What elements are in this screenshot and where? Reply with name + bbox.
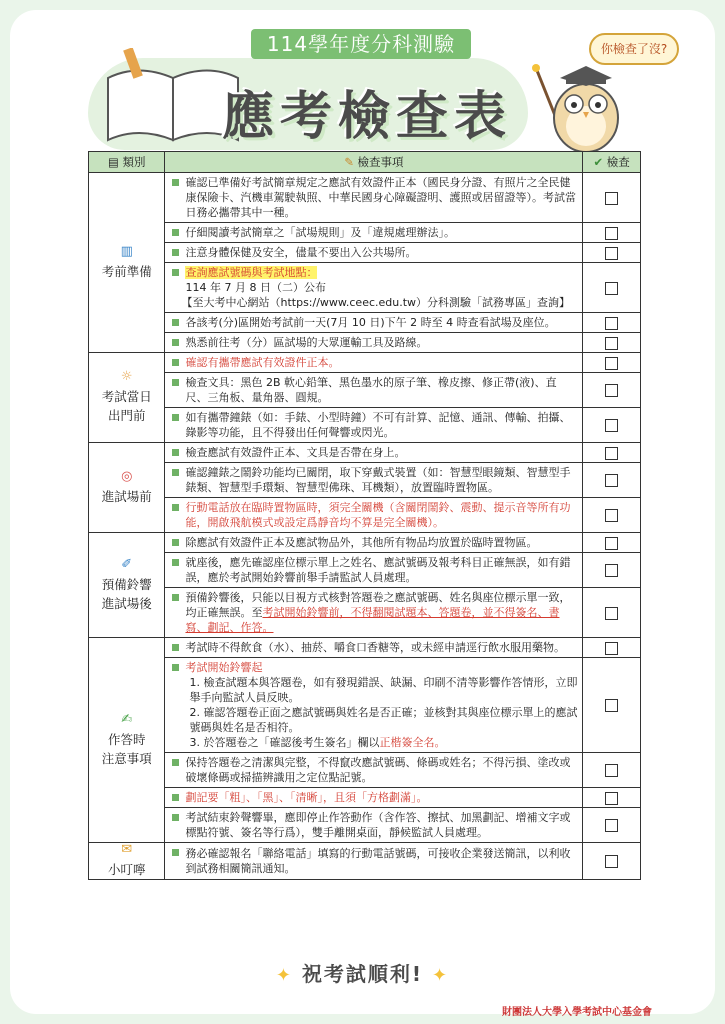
- checklist-item: [165, 658, 583, 753]
- checkbox-cell[interactable]: [583, 788, 641, 808]
- checkbox-cell[interactable]: [583, 553, 641, 588]
- checklist-item: 檢查文具：黑色 2B 軟心鉛筆、黑色墨水的原子筆、橡皮擦、修正帶(液)、直尺、三角板、量角器、圓規。: [165, 373, 583, 408]
- highlighted-text: 查詢應試號碼與考試地點：: [185, 266, 318, 279]
- checklist-item: 仔細閱讀考試簡章之「試場規則」及「違規處理辦法」。: [165, 223, 583, 243]
- checkbox-cell[interactable]: [583, 333, 641, 353]
- checkbox-cell[interactable]: [583, 173, 641, 223]
- checklist-item: 熟悉前往考（分）區試場的大眾運輸工具及路線。: [165, 333, 583, 353]
- sparkle-icon: ✦: [275, 965, 293, 986]
- checkbox[interactable]: [605, 419, 618, 432]
- checklist-item: 考試時不得飲食（水）、抽菸、嚼食口香糖等，或未經申請逕行飲水服用藥物。: [165, 638, 583, 658]
- checklist-table: [88, 151, 641, 880]
- category-cell: ☼ 考試當日 出門前: [89, 353, 165, 443]
- checkbox-cell[interactable]: [583, 753, 641, 788]
- checkbox[interactable]: [605, 317, 618, 330]
- category-cell: ▥ 考前準備: [89, 173, 165, 353]
- checkbox-cell[interactable]: [583, 353, 641, 373]
- checkbox[interactable]: [605, 642, 618, 655]
- checkbox[interactable]: [605, 792, 618, 805]
- checklist-item: 行動電話放在臨時置物區時，須完全關機（含關閉鬧鈴、震動、提示音等所有功能，開啟飛航模式或設定爲靜音均不算是完全關機）。: [165, 498, 583, 533]
- checklist-item: 檢查應試有效證件正本、文具是否帶在身上。: [165, 443, 583, 463]
- organization-logo: 財團法人大學入學考試中心基金會: [502, 1007, 652, 1018]
- table-row: [89, 313, 641, 333]
- table-row: [89, 533, 641, 553]
- checkbox[interactable]: [605, 247, 618, 260]
- speech-bubble: 你檢查了沒?: [589, 33, 679, 65]
- checkbox[interactable]: [605, 474, 618, 487]
- checklist-item: 預備鈴響後，只能以目視方式核對答題卷之應試號碼、姓名與座位標示單一致，均正確無誤。至考試開始鈴響前，不得翻閱試題本、答題卷，並不得簽名、書寫、劃記、作答。: [165, 588, 583, 638]
- category-cell: ✐ 預備鈴響 進試場後: [89, 533, 165, 638]
- checkbox[interactable]: [605, 564, 618, 577]
- checkbox-cell[interactable]: [583, 533, 641, 553]
- numbered-item: 2. 確認答題卷正面之應試號碼與姓名是否正確；並核對其與座位標示單上的應試號碼與姓名是否相符。: [189, 706, 578, 734]
- warning-text: 考試開始鈴響前，不得翻閱試題本、答題卷，並不得簽名、書寫、劃記、作答。: [185, 606, 560, 634]
- table-row: [89, 843, 641, 880]
- table-row: [89, 658, 641, 753]
- checkbox[interactable]: [605, 282, 618, 295]
- table-row: [89, 173, 641, 223]
- table-row: [89, 463, 641, 498]
- checkbox-cell[interactable]: [583, 408, 641, 443]
- checkbox[interactable]: [605, 357, 618, 370]
- checkbox-cell[interactable]: [583, 463, 641, 498]
- checklist-item: 劃記要「粗」、「黑」、「清晰」，且須「方格劃滿」。: [165, 788, 583, 808]
- subsection-heading: 考試開始鈴響起: [185, 661, 263, 674]
- category-column-header: ▤ 類別: [89, 152, 165, 173]
- numbered-item: 1. 檢查試題本與答題卷，如有發現錯誤、缺漏、印刷不清等影響作答情形，立即舉手向監試人員反映。: [189, 676, 578, 704]
- lightbulb-icon: ◎: [121, 468, 133, 484]
- table-row: [89, 333, 641, 353]
- table-row: [89, 243, 641, 263]
- footer-message: [0, 958, 725, 987]
- checkbox[interactable]: [605, 337, 618, 350]
- checkbox-cell[interactable]: [583, 638, 641, 658]
- checklist-item: 考試結束鈴聲響畢，應即停止作答動作（含作答、擦拭、加黑劃記、增補文字或標點符號、簽名等行爲），雙手離開桌面，靜候監試人員處理。: [165, 808, 583, 843]
- sun-icon: ☼: [120, 369, 133, 384]
- checkbox[interactable]: [605, 192, 618, 205]
- category-cell: ✉ 小叮嚀: [89, 843, 165, 880]
- table-row: [89, 788, 641, 808]
- table-row: [89, 443, 641, 463]
- checkbox-cell[interactable]: [583, 263, 641, 313]
- checkbox[interactable]: [605, 384, 618, 397]
- checklist-item: 如有攜帶鐘錶（如：手錶、小型時鐘）不可有計算、記憶、通訊、傳輸、拍攝、錄影等功能，且不得發出任何聲響或閃光。: [165, 408, 583, 443]
- checklist-item: [165, 263, 583, 313]
- checkbox-cell[interactable]: [583, 373, 641, 408]
- checkbox[interactable]: [605, 855, 618, 868]
- table-row: [89, 223, 641, 243]
- checkbox[interactable]: [605, 699, 618, 712]
- checkbox[interactable]: [605, 227, 618, 240]
- checkbox-cell[interactable]: [583, 313, 641, 333]
- checkbox-cell[interactable]: [583, 808, 641, 843]
- checklist-item: 確認有攜帶應試有效證件正本。: [165, 353, 583, 373]
- table-row: [89, 808, 641, 843]
- sparkle-icon: ✦: [432, 965, 450, 986]
- checkbox-cell[interactable]: [583, 843, 641, 880]
- checklist-item: 注意身體保健及安全，儘量不要出入公共場所。: [165, 243, 583, 263]
- checkbox[interactable]: [605, 819, 618, 832]
- table-header-row: [89, 152, 641, 173]
- checklist-item: 保持答題卷之清潔與完整，不得竄改應試號碼、條碼或姓名；不得污損、塗改或破壞條碼或掃描辨識用之定位點記號。: [165, 753, 583, 788]
- query-link-text: 【至大考中心網站（https://www.ceec.edu.tw）分科測驗「試務專區」查詢】: [181, 296, 571, 309]
- exam-subtitle: 114學年度分科測驗: [251, 29, 471, 59]
- checkbox[interactable]: [605, 764, 618, 777]
- table-row: [89, 753, 641, 788]
- envelope-icon: ✉: [121, 842, 133, 857]
- checkbox-cell[interactable]: [583, 443, 641, 463]
- numbered-item: 3. 於答題卷之「確認後考生簽名」欄以正楷簽全名。: [189, 736, 446, 749]
- checklist-item: 確認鐘錶之鬧鈴功能均已關閉，取下穿戴式裝置（如：智慧型眼鏡類、智慧型手錶類、智慧型手環類、智慧型佛珠、耳機類），放置臨時置物區。: [165, 463, 583, 498]
- checklist-item: 除應試有效證件正本及應試物品外，其他所有物品均放置於臨時置物區。: [165, 533, 583, 553]
- checklist-item: 就座後，應先確認座位標示單上之姓名、應試號碼及報考科目正確無誤，如有錯誤，應於考試開始鈴響前舉手請監試人員處理。: [165, 553, 583, 588]
- checkbox-cell[interactable]: [583, 658, 641, 753]
- table-row: [89, 588, 641, 638]
- document-icon: ▤: [107, 154, 119, 169]
- checklist-item: 各該考(分)區開始考試前一天(7月 10 日)下午 2 時至 4 時查看試場及座位。: [165, 313, 583, 333]
- checklist-item: 務必確認報名「聯絡電話」填寫的行動電話號碼，可接收企業發送簡訊，以利收到試務相關簡訊通知。: [165, 843, 583, 880]
- table-row: [89, 373, 641, 408]
- checkmark-icon: ✔: [593, 154, 604, 169]
- table-row: [89, 408, 641, 443]
- page-title: 應考檢查表: [222, 87, 513, 147]
- checkbox[interactable]: [605, 447, 618, 460]
- announce-date: 114 年 7 月 8 日（二）公布: [185, 281, 326, 294]
- checkbox[interactable]: [605, 509, 618, 522]
- category-cell: ◎ 進試場前: [89, 443, 165, 533]
- checkbox-cell[interactable]: [583, 243, 641, 263]
- pushpin-icon: ✐: [121, 556, 133, 572]
- pencil-icon: ✎: [344, 154, 354, 169]
- checklist-item: 確認已準備好考試簡章規定之應試有效證件正本（國民身分證、有照片之全民健康保險卡、汽機車駕駛執照、中華民國身心障礙證明、護照或居留證等）。考試當日務必攜帶其中一種。: [165, 173, 583, 223]
- checkbox-cell[interactable]: [583, 223, 641, 243]
- good-luck-text: 祝考試順利!: [301, 962, 424, 986]
- checkbox[interactable]: [605, 537, 618, 550]
- table-row: [89, 638, 641, 658]
- table-row: [89, 553, 641, 588]
- notepad-icon: ✍: [121, 711, 133, 727]
- owl-illustration: [528, 58, 628, 154]
- checkbox-cell[interactable]: [583, 588, 641, 638]
- table-row: [89, 353, 641, 373]
- table-row: [89, 263, 641, 313]
- item-column-header: ✎ 檢查事項: [165, 152, 583, 173]
- checkbox-cell[interactable]: [583, 498, 641, 533]
- checkbox[interactable]: [605, 607, 618, 620]
- check-column-header: ✔ 檢查: [583, 152, 641, 173]
- category-cell: ✍ 作答時 注意事項: [89, 638, 165, 843]
- table-row: [89, 498, 641, 533]
- book-icon: ▥: [120, 243, 133, 259]
